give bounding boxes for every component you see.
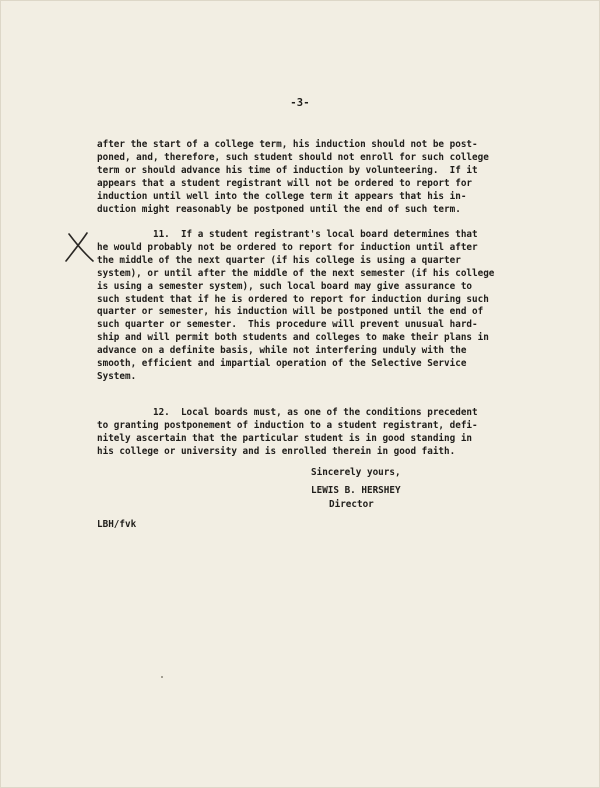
paper-speck: [161, 676, 163, 678]
signer-title: Director: [329, 499, 374, 510]
handwritten-x-icon: [63, 230, 101, 264]
paragraph-11: 11. If a student registrant's local board determines that he would probably not be ordered to report for induction until after the middle of the next quarter (if his college is using a quarter system), or until after the middle of the next semester (if his college is using a semester system), such local board may give assurance to such student that if he is ordered to report for induction during such quarter or semester, his induction will be postponed until the end of such quarter or semester. This procedure will prevent unusual hard- ship and will permit both students and colleges to make their plans in advance on a definite basis, while not interfering unduly with the smooth, efficient and impartial operation of the Selective Service System.: [97, 229, 495, 382]
reference-initials: LBH/fvk: [97, 519, 137, 530]
closing-salutation: Sincerely yours,: [311, 467, 401, 478]
signer-name: LEWIS B. HERSHEY: [311, 485, 401, 496]
page-number: -3-: [290, 97, 310, 109]
paragraph-12: 12. Local boards must, as one of the conditions precedent to granting postponement of induction to a student registrant, defi- nitely ascertain that the particular student is in good standing in his college or university and is enrolled therein in good faith.: [97, 407, 478, 457]
paragraph-continued: after the start of a college term, his induction should not be post- poned, and, therefore, such student should not enroll for such college term or should advance his time of induction by volunteering. If it appears that a student registrant will not be ordered to report for induction until well into the college term it appears that his in- duction might reasonably be postponed until the end of such term.: [97, 139, 489, 215]
